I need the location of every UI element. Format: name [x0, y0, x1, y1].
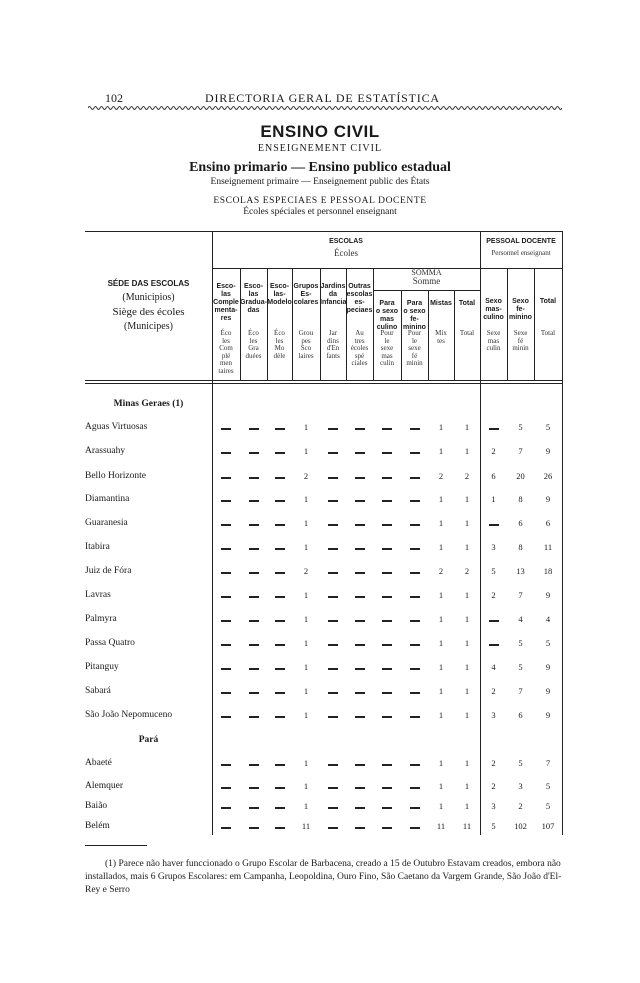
value-cell: 1 [464, 518, 470, 528]
value-cell: 5 [545, 781, 551, 791]
row-label: Baião [85, 801, 108, 811]
dash-cell [249, 644, 259, 646]
column-header: Esco- las- Modelo [267, 283, 292, 306]
dash-cell [489, 428, 499, 430]
footnote: (1) Parece não haver funccionado o Grupo Escolar de Barbacena, creado a 15 de Outubro Estavam creados, embora não installados, mais 6 Grupos Escolares: em Campanha, Leopoldina, Ouro Fino, São Caetano da Vargem Grande, São João d'El-Rey e Serro [85, 859, 562, 895]
row-label: Itabira [85, 542, 110, 552]
value-cell: 6 [518, 518, 523, 528]
section-title-fr: Écoles spéciales et personnel enseignant [243, 207, 397, 217]
dash-cell [382, 572, 392, 574]
value-cell: 2 [464, 471, 470, 481]
dash-cell [221, 524, 231, 526]
dash-cell [328, 827, 338, 829]
dash-cell [410, 716, 420, 718]
dash-cell [221, 668, 231, 670]
value-cell: 11 [301, 821, 311, 831]
dash-cell [355, 807, 365, 809]
column-header: Total [458, 300, 476, 307]
dash-cell [382, 452, 392, 454]
dash-cell [328, 524, 338, 526]
subtitle-fr: Enseignement primaire — Enseignement public des États [210, 177, 430, 187]
value-cell: 102 [514, 821, 527, 831]
column-header: Esco- las Gradua- das [240, 283, 267, 314]
value-cell: 2 [518, 801, 523, 811]
row-label: Lavras [85, 590, 111, 600]
group-pessoal-fr: Personnel enseignant [491, 249, 551, 257]
dash-cell [410, 668, 420, 670]
dash-cell [410, 548, 420, 550]
dash-cell [328, 477, 338, 479]
dash-cell [249, 548, 259, 550]
column-header-fr: Éco les Mo dèle [273, 329, 286, 360]
value-cell: 2 [438, 566, 444, 576]
dash-cell [489, 524, 499, 526]
dash-cell [382, 500, 392, 502]
column-header: Grupos Es- colares [293, 283, 319, 306]
value-cell: 5 [545, 801, 551, 811]
row-label: Palmyra [85, 614, 117, 624]
column-header-fr: Au tres écoles spé ciales [350, 329, 369, 367]
dash-cell [275, 500, 285, 502]
value-cell: 1 [303, 494, 309, 504]
group-pessoal: PESSOAL DOCENTE [486, 238, 556, 245]
dash-cell [249, 764, 259, 766]
value-cell: 9 [545, 494, 551, 504]
column-header-fr: Jar dins d'En fants [326, 329, 340, 360]
value-cell: 1 [303, 662, 309, 672]
value-cell: 5 [518, 638, 523, 648]
dash-cell [221, 644, 231, 646]
dash-cell [249, 692, 259, 694]
dash-cell [355, 548, 365, 550]
dash-cell [355, 620, 365, 622]
dash-cell [221, 500, 231, 502]
running-title: DIRECTORIA GERAL DE ESTATÍSTICA [205, 91, 440, 105]
stub-heading: SÉDE DAS ESCOLAS [107, 279, 190, 288]
value-cell: 9 [545, 686, 551, 696]
value-cell: 1 [438, 686, 444, 696]
value-cell: 20 [516, 471, 525, 481]
row-label: Arassuahy [85, 446, 126, 456]
dash-cell [328, 428, 338, 430]
dash-cell [410, 428, 420, 430]
dash-cell [249, 524, 259, 526]
value-cell: 4 [518, 614, 523, 624]
dash-cell [249, 716, 259, 718]
dash-cell [382, 524, 392, 526]
dash-cell [275, 764, 285, 766]
value-cell: 1 [464, 710, 470, 720]
dash-cell [221, 764, 231, 766]
value-cell: 11 [543, 542, 553, 552]
dash-cell [249, 827, 259, 829]
row-label: Abaeté [85, 758, 112, 768]
dash-cell [355, 644, 365, 646]
value-cell: 5 [545, 638, 551, 648]
row-label: Bello Horizonte [85, 471, 146, 481]
header-column-rule [534, 268, 535, 380]
dash-cell [410, 477, 420, 479]
dash-cell [275, 644, 285, 646]
dash-cell [275, 452, 285, 454]
dash-cell [355, 477, 365, 479]
column-header-fr: Sexe mas culin [486, 329, 501, 352]
dash-cell [382, 596, 392, 598]
value-cell: 6 [518, 710, 523, 720]
dash-cell [275, 807, 285, 809]
dash-cell [328, 644, 338, 646]
dash-cell [355, 500, 365, 502]
dash-cell [275, 668, 285, 670]
value-cell: 1 [464, 801, 470, 811]
value-cell: 1 [464, 758, 470, 768]
column-header: Esco- las Comple menta- res [213, 283, 239, 322]
header-column-rule [507, 268, 508, 380]
dash-cell [221, 807, 231, 809]
value-cell: 107 [541, 821, 555, 831]
column-header: Sexo fe- minino [509, 298, 532, 321]
value-cell: 1 [438, 422, 444, 432]
dash-cell [410, 807, 420, 809]
footnote-rule [85, 845, 147, 846]
dash-cell [382, 477, 392, 479]
dash-cell [275, 716, 285, 718]
value-cell: 1 [438, 494, 444, 504]
dash-cell [355, 716, 365, 718]
dash-cell [382, 764, 392, 766]
column-header-fr: Grou pes Sco laires [298, 329, 314, 360]
value-cell: 1 [464, 686, 470, 696]
stub-sub: (Municipios) [122, 292, 175, 303]
value-cell: 6 [491, 471, 496, 481]
dash-cell [275, 827, 285, 829]
value-cell: 1 [303, 781, 309, 791]
value-cell: 1 [438, 662, 444, 672]
dash-cell [249, 596, 259, 598]
dash-cell [221, 548, 231, 550]
value-cell: 4 [491, 662, 496, 672]
dash-cell [410, 596, 420, 598]
dash-cell [382, 668, 392, 670]
dash-cell [410, 620, 420, 622]
dash-cell [221, 692, 231, 694]
row-label: Juiz de Fóra [85, 566, 132, 576]
value-cell: 1 [303, 518, 309, 528]
dash-cell [275, 787, 285, 789]
value-cell: 18 [543, 566, 553, 576]
row-label: Belém [85, 821, 110, 831]
value-cell: 9 [545, 446, 551, 456]
main-title-fr: ENSEIGNEMENT CIVIL [257, 143, 383, 154]
dash-cell [221, 477, 231, 479]
dash-cell [275, 572, 285, 574]
header-bottom-rule [85, 380, 562, 381]
pessoal-group-rule [480, 268, 562, 269]
row-label: Guaranesia [85, 518, 128, 528]
value-cell: 9 [545, 710, 551, 720]
value-cell: 2 [464, 566, 470, 576]
dash-cell [382, 716, 392, 718]
column-header-fr: Éco les Gra duées [245, 329, 262, 360]
value-cell: 2 [491, 686, 496, 696]
dash-cell [328, 548, 338, 550]
dash-cell [410, 692, 420, 694]
value-cell: 1 [438, 446, 444, 456]
row-label: Alemquer [85, 781, 123, 791]
dash-cell [249, 477, 259, 479]
value-cell: 4 [545, 614, 551, 624]
stub-fr-sub: (Municipes) [124, 321, 173, 332]
group-escolas-fr: Écoles [334, 248, 358, 258]
dash-cell [328, 668, 338, 670]
value-cell: 8 [518, 494, 523, 504]
value-cell: 1 [438, 801, 444, 811]
value-cell: 2 [303, 566, 309, 576]
value-cell: 5 [518, 422, 523, 432]
value-cell: 9 [545, 662, 551, 672]
dash-cell [355, 827, 365, 829]
value-cell: 1 [464, 494, 470, 504]
dash-cell [410, 644, 420, 646]
dash-cell [249, 620, 259, 622]
dash-cell [328, 572, 338, 574]
dash-cell [355, 428, 365, 430]
dash-cell [328, 452, 338, 454]
dash-cell [249, 500, 259, 502]
value-cell: 1 [438, 542, 444, 552]
row-label: São João Nepomuceno [85, 710, 173, 720]
value-cell: 1 [438, 781, 444, 791]
column-header-fr: Pour le sexe mas culin [380, 329, 394, 367]
row-label: Diamantina [85, 494, 130, 504]
value-cell: 1 [464, 638, 470, 648]
dash-cell [382, 428, 392, 430]
dash-cell [355, 787, 365, 789]
value-cell: 2 [491, 446, 496, 456]
value-cell: 1 [303, 422, 309, 432]
dash-cell [275, 477, 285, 479]
column-header-fr: Mix tes [435, 329, 447, 345]
dash-cell [382, 620, 392, 622]
dash-cell [249, 452, 259, 454]
stub-fr: Siège des écoles [112, 306, 185, 318]
dash-cell [249, 807, 259, 809]
wavy-rule [88, 105, 562, 111]
dash-cell [221, 716, 231, 718]
dash-cell [221, 452, 231, 454]
dash-cell [410, 787, 420, 789]
group-escolas: ESCOLAS [329, 238, 363, 245]
main-title: ENSINO CIVIL [260, 122, 380, 141]
column-header-fr: Total [540, 329, 556, 337]
value-cell: 1 [438, 518, 444, 528]
value-cell: 2 [438, 471, 444, 481]
value-cell: 1 [303, 542, 309, 552]
subtitle: Ensino primario — Ensino publico estadual [189, 160, 451, 175]
value-cell: 7 [518, 686, 523, 696]
value-cell: 1 [303, 801, 309, 811]
column-header: Outras escolas es- peciaes [346, 283, 373, 314]
dash-cell [410, 827, 420, 829]
value-cell: 3 [491, 710, 496, 720]
value-cell: 3 [491, 542, 496, 552]
page-number: 102 [105, 91, 123, 105]
dash-cell [221, 572, 231, 574]
column-header: Jardins da Infancia [320, 283, 347, 306]
dash-cell [410, 764, 420, 766]
dash-cell [249, 787, 259, 789]
value-cell: 3 [518, 781, 523, 791]
dash-cell [410, 524, 420, 526]
dash-cell [249, 668, 259, 670]
value-cell: 1 [303, 638, 309, 648]
header-bottom-rule [85, 383, 562, 384]
group-somma-fr: Somme [412, 276, 441, 286]
value-cell: 1 [438, 590, 444, 600]
column-header: Sexo mas- culino [483, 298, 504, 321]
dash-cell [382, 807, 392, 809]
value-cell: 7 [518, 446, 523, 456]
group-somma: SOMMA [411, 268, 442, 277]
value-cell: 6 [545, 518, 551, 528]
column-header: Para o sexo fe- minino [403, 300, 426, 331]
column-header-fr: Pour le sexe fé minin [406, 329, 423, 367]
dash-cell [328, 787, 338, 789]
value-cell: 5 [491, 821, 496, 831]
dash-cell [382, 787, 392, 789]
dash-cell [328, 764, 338, 766]
dash-cell [328, 807, 338, 809]
dash-cell [355, 596, 365, 598]
dash-cell [382, 827, 392, 829]
dash-cell [489, 644, 499, 646]
dash-cell [328, 620, 338, 622]
value-cell: 3 [491, 801, 496, 811]
dash-cell [249, 428, 259, 430]
dash-cell [221, 620, 231, 622]
dash-cell [221, 596, 231, 598]
dash-cell [382, 548, 392, 550]
value-cell: 2 [491, 758, 496, 768]
value-cell: 1 [438, 758, 444, 768]
column-header-fr: Éco les Com plé men taires [218, 329, 234, 375]
value-cell: 1 [464, 662, 470, 672]
row-label: Sabará [85, 686, 111, 696]
column-header-fr: Total [459, 329, 475, 337]
dash-cell [328, 692, 338, 694]
row-label: Pitanguy [85, 662, 119, 672]
value-cell: 11 [462, 821, 472, 831]
value-cell: 1 [464, 422, 470, 432]
somma-group-rule [373, 290, 480, 291]
dash-cell [410, 452, 420, 454]
value-cell: 1 [303, 614, 309, 624]
row-label: Passa Quatro [85, 638, 135, 648]
state-heading: Minas Geraes (1) [113, 399, 184, 409]
value-cell: 26 [543, 471, 553, 481]
column-header: Para o sexo mas culino [375, 300, 399, 331]
value-cell: 1 [464, 781, 470, 791]
dash-cell [275, 692, 285, 694]
value-cell: 1 [464, 614, 470, 624]
value-cell: 2 [491, 781, 496, 791]
value-cell: 5 [545, 422, 551, 432]
dash-cell [275, 620, 285, 622]
value-cell: 1 [438, 638, 444, 648]
dash-cell [382, 692, 392, 694]
value-cell: 1 [303, 710, 309, 720]
value-cell: 1 [303, 686, 309, 696]
value-cell: 9 [545, 590, 551, 600]
dash-cell [355, 692, 365, 694]
value-cell: 1 [303, 446, 309, 456]
dash-cell [410, 500, 420, 502]
dash-cell [328, 596, 338, 598]
value-cell: 5 [491, 566, 496, 576]
dash-cell [275, 596, 285, 598]
state-heading: Pará [138, 735, 159, 745]
value-cell: 7 [518, 590, 523, 600]
table-top-rule [85, 231, 562, 232]
dash-cell [355, 452, 365, 454]
value-cell: 2 [491, 590, 496, 600]
value-cell: 13 [516, 566, 525, 576]
value-cell: 2 [303, 471, 309, 481]
value-cell: 7 [545, 758, 551, 768]
dash-cell [355, 524, 365, 526]
dash-cell [355, 764, 365, 766]
value-cell: 1 [491, 494, 496, 504]
dash-cell [249, 572, 259, 574]
column-header-fr: Sexe fé minin [512, 329, 529, 352]
dash-cell [221, 827, 231, 829]
dash-cell [221, 787, 231, 789]
dash-cell [328, 716, 338, 718]
dash-cell [275, 524, 285, 526]
dash-cell [275, 548, 285, 550]
value-cell: 11 [436, 821, 446, 831]
dash-cell [489, 620, 499, 622]
dash-cell [410, 572, 420, 574]
dash-cell [275, 428, 285, 430]
table-right-rule [562, 231, 563, 835]
dash-cell [355, 668, 365, 670]
dash-cell [221, 428, 231, 430]
row-label: Aguas Virtuosas [85, 422, 148, 432]
value-cell: 1 [303, 590, 309, 600]
value-cell: 1 [464, 590, 470, 600]
value-cell: 5 [518, 662, 523, 672]
value-cell: 5 [518, 758, 523, 768]
dash-cell [355, 572, 365, 574]
column-header: Mistas [430, 300, 452, 307]
section-title: ESCOLAS ESPECIAES E PESSOAL DOCENTE [213, 196, 427, 206]
value-cell: 1 [438, 614, 444, 624]
value-cell: 1 [464, 542, 470, 552]
dash-cell [382, 644, 392, 646]
value-cell: 1 [303, 758, 309, 768]
value-cell: 8 [518, 542, 523, 552]
value-cell: 1 [464, 446, 470, 456]
dash-cell [328, 500, 338, 502]
column-header: Total [539, 298, 557, 305]
value-cell: 1 [438, 710, 444, 720]
